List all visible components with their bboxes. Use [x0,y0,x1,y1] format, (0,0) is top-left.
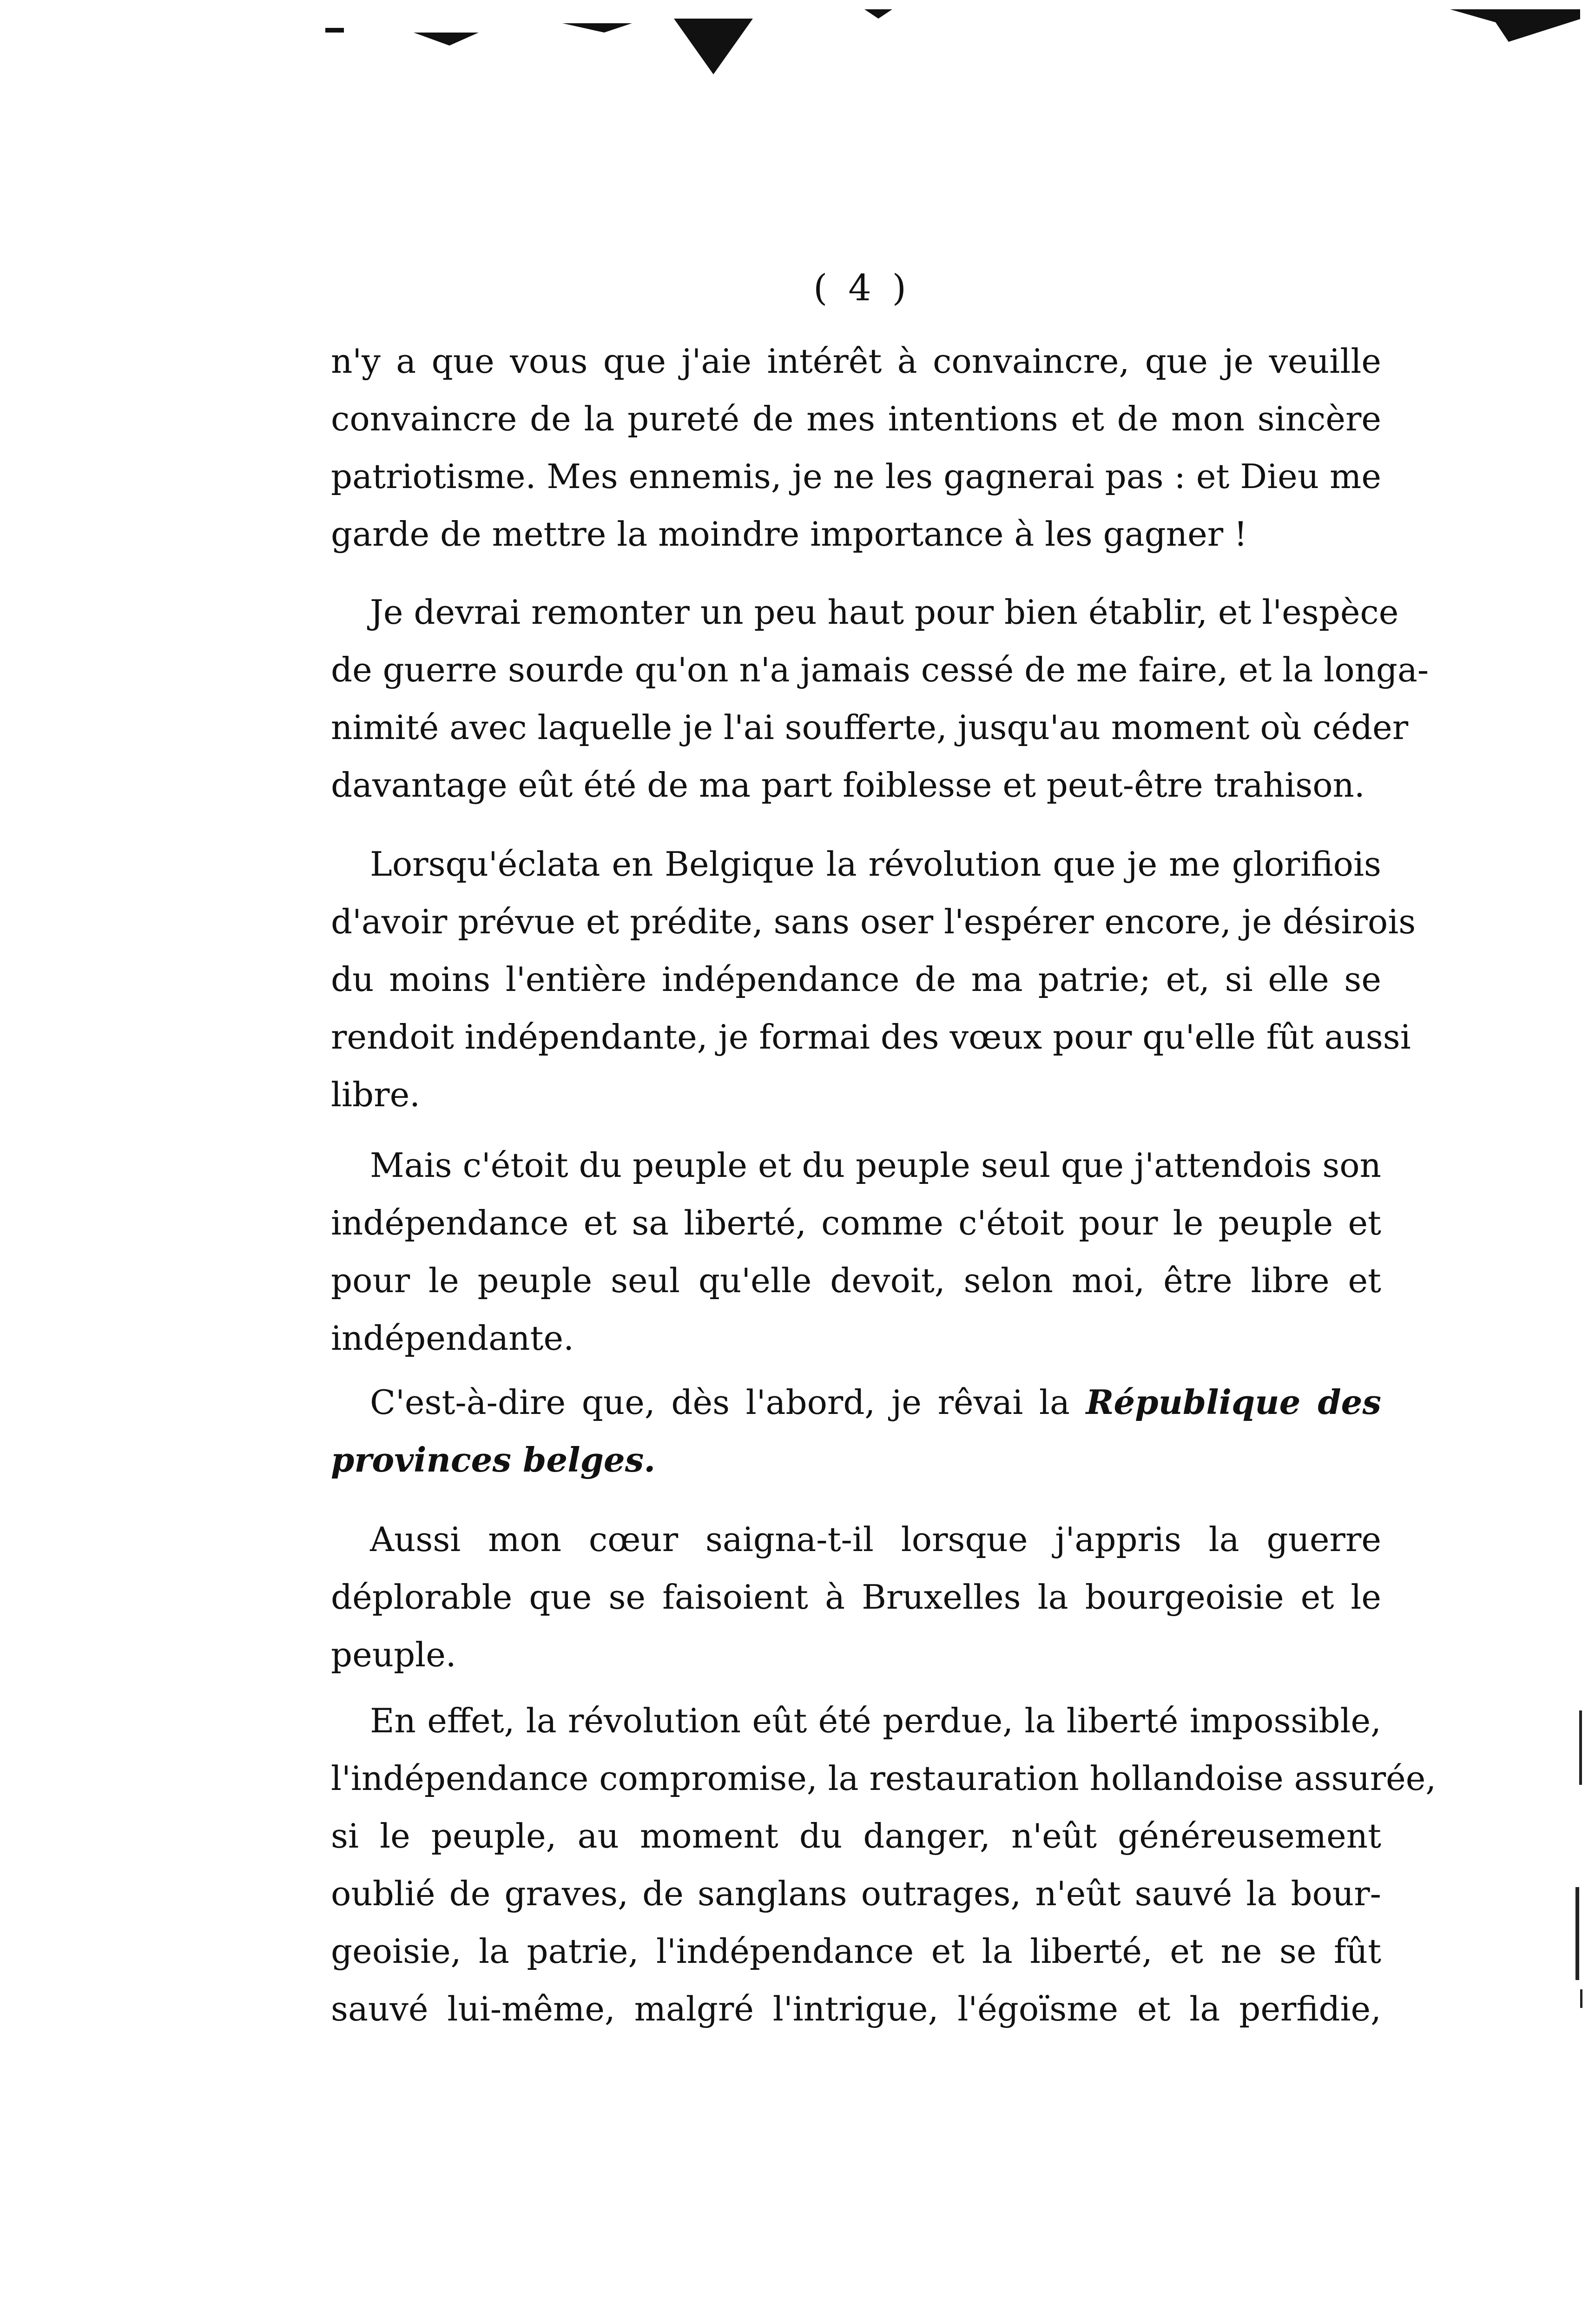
text-line: d'avoir prévue et prédite, sans oser l'espérer encore, je désirois [331,902,1416,941]
page-number: ( 4 ) [813,267,911,309]
top-ornament-1 [325,28,344,33]
text-line: oublié de graves, de sanglans outrages, n'eût sauvé la bour- [331,1874,1381,1913]
text-line: l'indépendance compromise, la restauration hollandoise assurée, [331,1759,1437,1798]
margin-mark [1580,1989,1582,2008]
text-line: de guerre sourde qu'on n'a jamais cessé de me faire, et la longa- [331,650,1429,689]
text-line: si le peuple, au moment du danger, n'eût généreusement [331,1816,1381,1855]
text-line: convaincre de la pureté de mes intentions et de mon sincère [331,399,1381,438]
text-line: davantage eût été de ma part foiblesse et peut-être trahison. [331,766,1365,805]
text-line: indépendante. [331,1319,574,1358]
paragraph-3 [331,835,1416,1123]
top-ornament-3 [562,23,632,33]
paragraph-5 [331,1373,1381,1489]
text-line: geoisie, la patrie, l'indépendance et la liberté, et ne se fût [331,1932,1381,1971]
text-line: pour le peuple seul qu'elle devoit, selon moi, être libre et [331,1261,1381,1300]
paragraph-4 [331,1136,1381,1367]
text-line: garde de mettre la moindre importance à les gagner ! [331,515,1247,554]
italic-title: République des [1086,1382,1382,1422]
text-line: En effet, la révolution eût été perdue, la liberté impossible, [370,1701,1381,1740]
text-fragment: C'est-à-dire que, dès l'abord, je rêvai la [370,1383,1070,1422]
text-line: rendoit indépendante, je formai des vœux pour qu'elle fût aussi [331,1017,1411,1056]
text-line: sauvé lui-même, malgré l'intrigue, l'égoïsme et la perfidie, [331,1989,1381,2028]
paragraph-2 [331,583,1429,814]
paragraph-7 [331,1692,1437,2038]
margin-mark [1575,1887,1579,1980]
text-line: libre. [331,1075,421,1114]
text-line: Lorsqu'éclata en Belgique la révolution que je me glorifiois [370,845,1381,884]
text-line: peuple. [331,1635,456,1674]
text-line [331,1373,1381,1431]
text-line [331,1431,1381,1489]
top-ornament-2 [414,33,479,46]
text-line: déplorable que se faisoient à Bruxelles la bourgeoisie et le [331,1578,1381,1617]
margin-mark [1579,1710,1582,1785]
paragraph-1 [331,332,1381,563]
top-ornament-5 [864,9,892,19]
text-line: du moins l'entière indépendance de ma patrie; et, si elle se [331,960,1381,999]
text-line: nimité avec laquelle je l'ai soufferte, jusqu'au moment où céder [331,708,1409,747]
italic-title: provinces belges. [331,1440,656,1479]
text-line: n'y a que vous que j'aie intérêt à convaincre, que je veuille [331,342,1381,381]
paragraph-6 [331,1511,1381,1684]
text-line: Aussi mon cœur saigna-t-il lorsque j'appris la guerre [370,1520,1381,1559]
text-line: Mais c'étoit du peuple et du peuple seul que j'attendois son [370,1146,1381,1185]
top-ornament-4 [674,19,753,74]
top-ornament-6 [1450,9,1580,42]
text-line: patriotisme. Mes ennemis, je ne les gagnerai pas : et Dieu me [331,457,1381,496]
text-line: Je devrai remonter un peu haut pour bien établir, et l'espèce [370,593,1399,632]
text-line: indépendance et sa liberté, comme c'étoit pour le peuple et [331,1203,1381,1242]
